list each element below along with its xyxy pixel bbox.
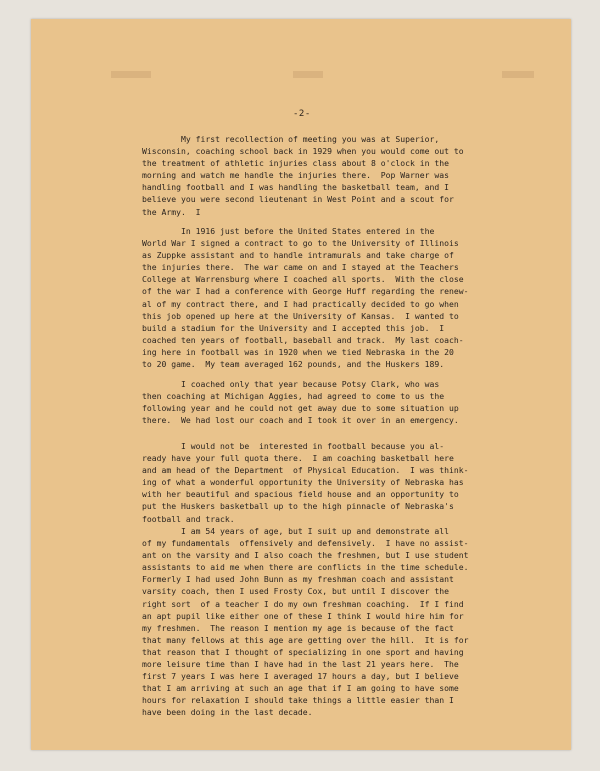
text-line: I would not be interested in football because you al- — [142, 441, 445, 451]
bleed-through-mark — [111, 71, 151, 78]
bleed-through-mark — [293, 71, 323, 78]
text-line: as Zuppke assistant and to handle intramurals and take charge of — [142, 250, 454, 261]
paragraph — [142, 525, 512, 719]
text-line: ing of what a wonderful opportunity the University of Nebraska has — [142, 477, 464, 488]
text-line: football and track. — [142, 513, 235, 524]
text-line: more leisure time than I have had in the last 21 years here. The — [142, 659, 459, 670]
page-number: -2- — [293, 109, 311, 119]
text-line: believe you were second lieutenant in West Point and a scout for — [142, 194, 454, 205]
text-line: my freshmen. The reason I mention my age is because of the fact — [142, 622, 454, 633]
text-line: an apt pupil like either one of these I think I would hire him for — [142, 610, 464, 621]
paragraph — [142, 225, 512, 370]
text-line: the injuries there. The war came on and I stayed at the Teachers — [142, 262, 459, 273]
text-line: to 20 game. My team averaged 162 pounds, and the Huskers 189. — [142, 359, 445, 370]
text-line: hours for relaxation I should take things a little easier than I — [142, 695, 454, 706]
text-line: I coached only that year because Potsy Clark, who was — [142, 379, 440, 389]
text-line: the Army. I — [142, 206, 201, 217]
text-line: In 1916 just before the United States entered in the — [142, 226, 435, 236]
paragraph — [142, 378, 512, 426]
text-line: there. We had lost our coach and I took it over in an emergency. — [142, 415, 459, 426]
text-line: that I am arriving at such an age that if I am going to have some — [142, 683, 459, 694]
text-line: the treatment of athletic injuries class about 8 o'clock in the — [142, 158, 449, 169]
text-line: right sort of a teacher I do my own freshman coaching. If I find — [142, 598, 464, 609]
text-line: I am 54 years of age, but I suit up and demonstrate all — [142, 526, 449, 536]
paragraph — [142, 440, 512, 525]
text-line: handling football and I was handling the basketball team, and I — [142, 182, 449, 193]
text-line: that reason that I thought of specializing in one sport and having — [142, 646, 464, 657]
text-line: have been doing in the last decade. — [142, 707, 313, 718]
text-line: and am head of the Department of Physical Education. I was think- — [142, 465, 469, 476]
text-line: this job opened up here at the University of Kansas. I wanted to — [142, 310, 459, 321]
bleed-through-mark — [502, 71, 534, 78]
text-line: put the Huskers basketball up to the high pinnacle of Nebraska's — [142, 501, 454, 512]
letter-page — [31, 19, 571, 750]
text-line: College at Warrensburg where I coached all sports. With the close — [142, 274, 464, 285]
text-line: of my fundamentals offensively and defensively. I have no assist- — [142, 538, 469, 549]
text-line: World War I signed a contract to go to the University of Illinois — [142, 238, 459, 249]
text-line: ing here in football was in 1920 when we tied Nebraska in the 20 — [142, 346, 454, 357]
paragraph — [142, 133, 512, 218]
text-line: Formerly I had used John Bunn as my freshman coach and assistant — [142, 574, 454, 585]
text-line: Wisconsin, coaching school back in 1929 when you would come out to — [142, 146, 464, 157]
text-line: build a stadium for the University and I accepted this job. I — [142, 322, 445, 333]
text-line: al of my contract there, and I had practically decided to go when — [142, 298, 459, 309]
text-line: of the war I had a conference with George Huff regarding the renew- — [142, 286, 469, 297]
text-line: morning and watch me handle the injuries there. Pop Warner was — [142, 170, 449, 181]
text-line: assistants to aid me when there are conflicts in the time schedule. — [142, 562, 469, 573]
text-line: with her beautiful and spacious field house and an opportunity to — [142, 489, 459, 500]
text-line: coached ten years of football, baseball and track. My last coach- — [142, 334, 464, 345]
text-line: that many fellows at this age are getting over the hill. It is for — [142, 634, 469, 645]
text-line: first 7 years I was here I averaged 17 hours a day, but I believe — [142, 671, 459, 682]
text-line: ant on the varsity and I also coach the freshmen, but I use student — [142, 550, 469, 561]
text-line: My first recollection of meeting you was at Superior, — [142, 134, 440, 144]
text-line: ready have your full quota there. I am coaching basketball here — [142, 453, 454, 464]
text-line: then coaching at Michigan Aggies, had agreed to come to us the — [142, 391, 445, 402]
text-line: varsity coach, then I used Frosty Cox, but until I discover the — [142, 586, 449, 597]
text-line: following year and he could not get away due to some situation up — [142, 403, 459, 414]
